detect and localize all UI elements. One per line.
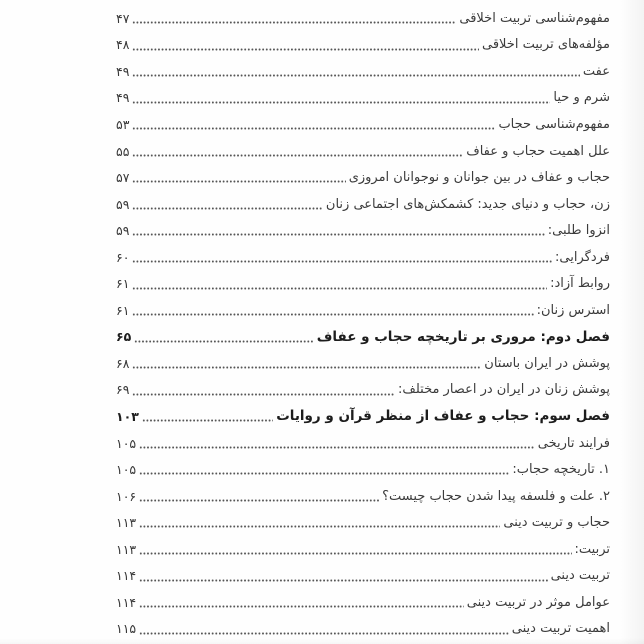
toc-entry (116, 350, 610, 377)
toc-entry (116, 85, 610, 112)
toc-entry (116, 244, 610, 271)
toc-entry-page-number: ۱۱۵ (116, 621, 137, 637)
toc-entry (116, 191, 610, 218)
toc-entry-title: زن، حجاب و دنیای جدید: کشمکش‌های اجتماعی زنان (325, 196, 610, 212)
toc-entry (116, 111, 610, 138)
dotted-leader (132, 101, 550, 104)
toc-entry-page-number: ۵۵ (116, 143, 130, 159)
toc-entry-page-number: ۶۱ (116, 302, 130, 318)
dotted-leader (139, 499, 379, 502)
table-of-contents (0, 5, 644, 642)
toc-entry-page-number: ۵۹ (116, 196, 130, 212)
toc-entry-title: تربیت: (574, 541, 610, 557)
dotted-leader (132, 393, 395, 396)
dotted-leader (139, 446, 535, 449)
toc-entry (116, 483, 610, 510)
toc-entry (116, 58, 610, 85)
toc-entry-page-number: ۱۰۵ (116, 462, 137, 478)
toc-entry-title: عفت (582, 63, 610, 79)
toc-entry-title: اهمیت تربیت دینی (511, 621, 610, 637)
toc-entry-title: عوامل موثر در تربیت دینی (466, 594, 610, 610)
toc-entry-title: فردگرایی: (555, 249, 610, 265)
toc-entry-page-number: ۵۷ (116, 170, 130, 186)
toc-entry-page-number: ۶۵ (116, 329, 132, 345)
dotted-leader (132, 287, 547, 290)
dotted-leader (139, 632, 509, 635)
toc-entry-title: پوشش زنان در ایران در اعصار مختلف: (398, 382, 610, 398)
toc-entry (116, 217, 610, 244)
toc-entry (116, 589, 610, 616)
toc-entry (116, 270, 610, 297)
dotted-leader (139, 579, 547, 582)
toc-entry-page-number: ۱۱۳ (116, 515, 137, 531)
toc-entry (116, 5, 610, 32)
toc-entry-page-number: ۴۹ (116, 63, 130, 79)
toc-entry-page-number: ۴۸ (116, 37, 130, 53)
toc-entry-title: حجاب و تربیت دینی (503, 515, 610, 531)
toc-entry-title: روابط آزاد: (550, 276, 610, 292)
dotted-leader (132, 366, 481, 369)
toc-entry-title: علل اهمیت حجاب و عفاف (466, 143, 610, 159)
toc-entry-page-number: ۴۹ (116, 90, 130, 106)
toc-entry (116, 324, 610, 351)
toc-entry-title: فصل دوم: مروری بر تاریخچه حجاب و عفاف (316, 328, 610, 345)
dotted-leader (132, 233, 544, 236)
toc-entry (116, 616, 610, 643)
toc-entry-title: مفهوم‌شناسی حجاب (498, 116, 610, 132)
toc-entry-page-number: ۴۷ (116, 10, 130, 26)
dotted-leader (134, 340, 313, 343)
toc-entry-page-number: ۱۱۳ (116, 541, 137, 557)
dotted-leader (132, 180, 345, 183)
toc-entry (116, 403, 610, 430)
toc-entry-page-number: ۵۳ (116, 116, 130, 132)
toc-entry-page-number: ۵۹ (116, 223, 130, 239)
toc-entry (116, 297, 610, 324)
toc-entry-page-number: ۱۰۶ (116, 488, 137, 504)
toc-entry (116, 138, 610, 165)
dotted-leader (132, 207, 322, 210)
toc-entry (116, 562, 610, 589)
toc-entry-title: شرم و حیا (553, 90, 610, 106)
dotted-leader (139, 605, 464, 608)
dotted-leader (132, 154, 463, 157)
toc-entry-page-number: ۶۰ (116, 249, 130, 265)
toc-entry-page-number: ۶۹ (116, 382, 130, 398)
dotted-leader (132, 48, 479, 51)
dotted-leader (132, 127, 495, 130)
toc-entry-title: استرس زنان: (536, 302, 610, 318)
dotted-leader (132, 74, 579, 77)
toc-entry-page-number: ۶۱ (116, 276, 130, 292)
toc-entry-title: حجاب و عفاف در بین جوانان و نوجوانان امروزی (348, 170, 610, 186)
toc-entry (116, 536, 610, 563)
toc-entry (116, 430, 610, 457)
dotted-leader (139, 525, 500, 528)
dotted-leader (132, 260, 552, 263)
toc-entry-title: ۱. تاریخچه حجاب: (512, 462, 610, 478)
toc-entry-title: مفهوم‌شناسی تربیت اخلاقی (459, 10, 610, 26)
toc-entry-page-number: ۱۱۴ (116, 594, 137, 610)
dotted-leader (132, 21, 456, 24)
toc-entry-title: تربیت دینی (550, 568, 610, 584)
toc-entry-page-number: ۶۸ (116, 355, 130, 371)
toc-entry (116, 32, 610, 59)
toc-entry-page-number: ۱۱۴ (116, 568, 137, 584)
toc-entry-page-number: ۱۰۵ (116, 435, 137, 451)
dotted-leader (139, 472, 509, 475)
dotted-leader (139, 552, 571, 555)
dotted-leader (132, 313, 533, 316)
toc-entry (116, 509, 610, 536)
toc-entry-page-number: ۱۰۳ (116, 408, 139, 424)
toc-entry (116, 377, 610, 404)
toc-entry-title: فرایند تاریخی (537, 435, 610, 451)
toc-entry-title: فصل سوم: حجاب و عفاف از منظر قرآن و روایات (276, 408, 610, 425)
toc-entry (116, 456, 610, 483)
toc-entry-title: مؤلفه‌های تربیت اخلاقی (482, 37, 610, 53)
toc-entry (116, 164, 610, 191)
dotted-leader (142, 419, 273, 422)
toc-entry-title: پوشش در ایران باستان (484, 355, 610, 371)
toc-entry-title: ۲. علت و فلسفه پیدا شدن حجاب چیست؟ (382, 488, 610, 504)
toc-entry-title: انزوا طلبی: (547, 223, 610, 239)
